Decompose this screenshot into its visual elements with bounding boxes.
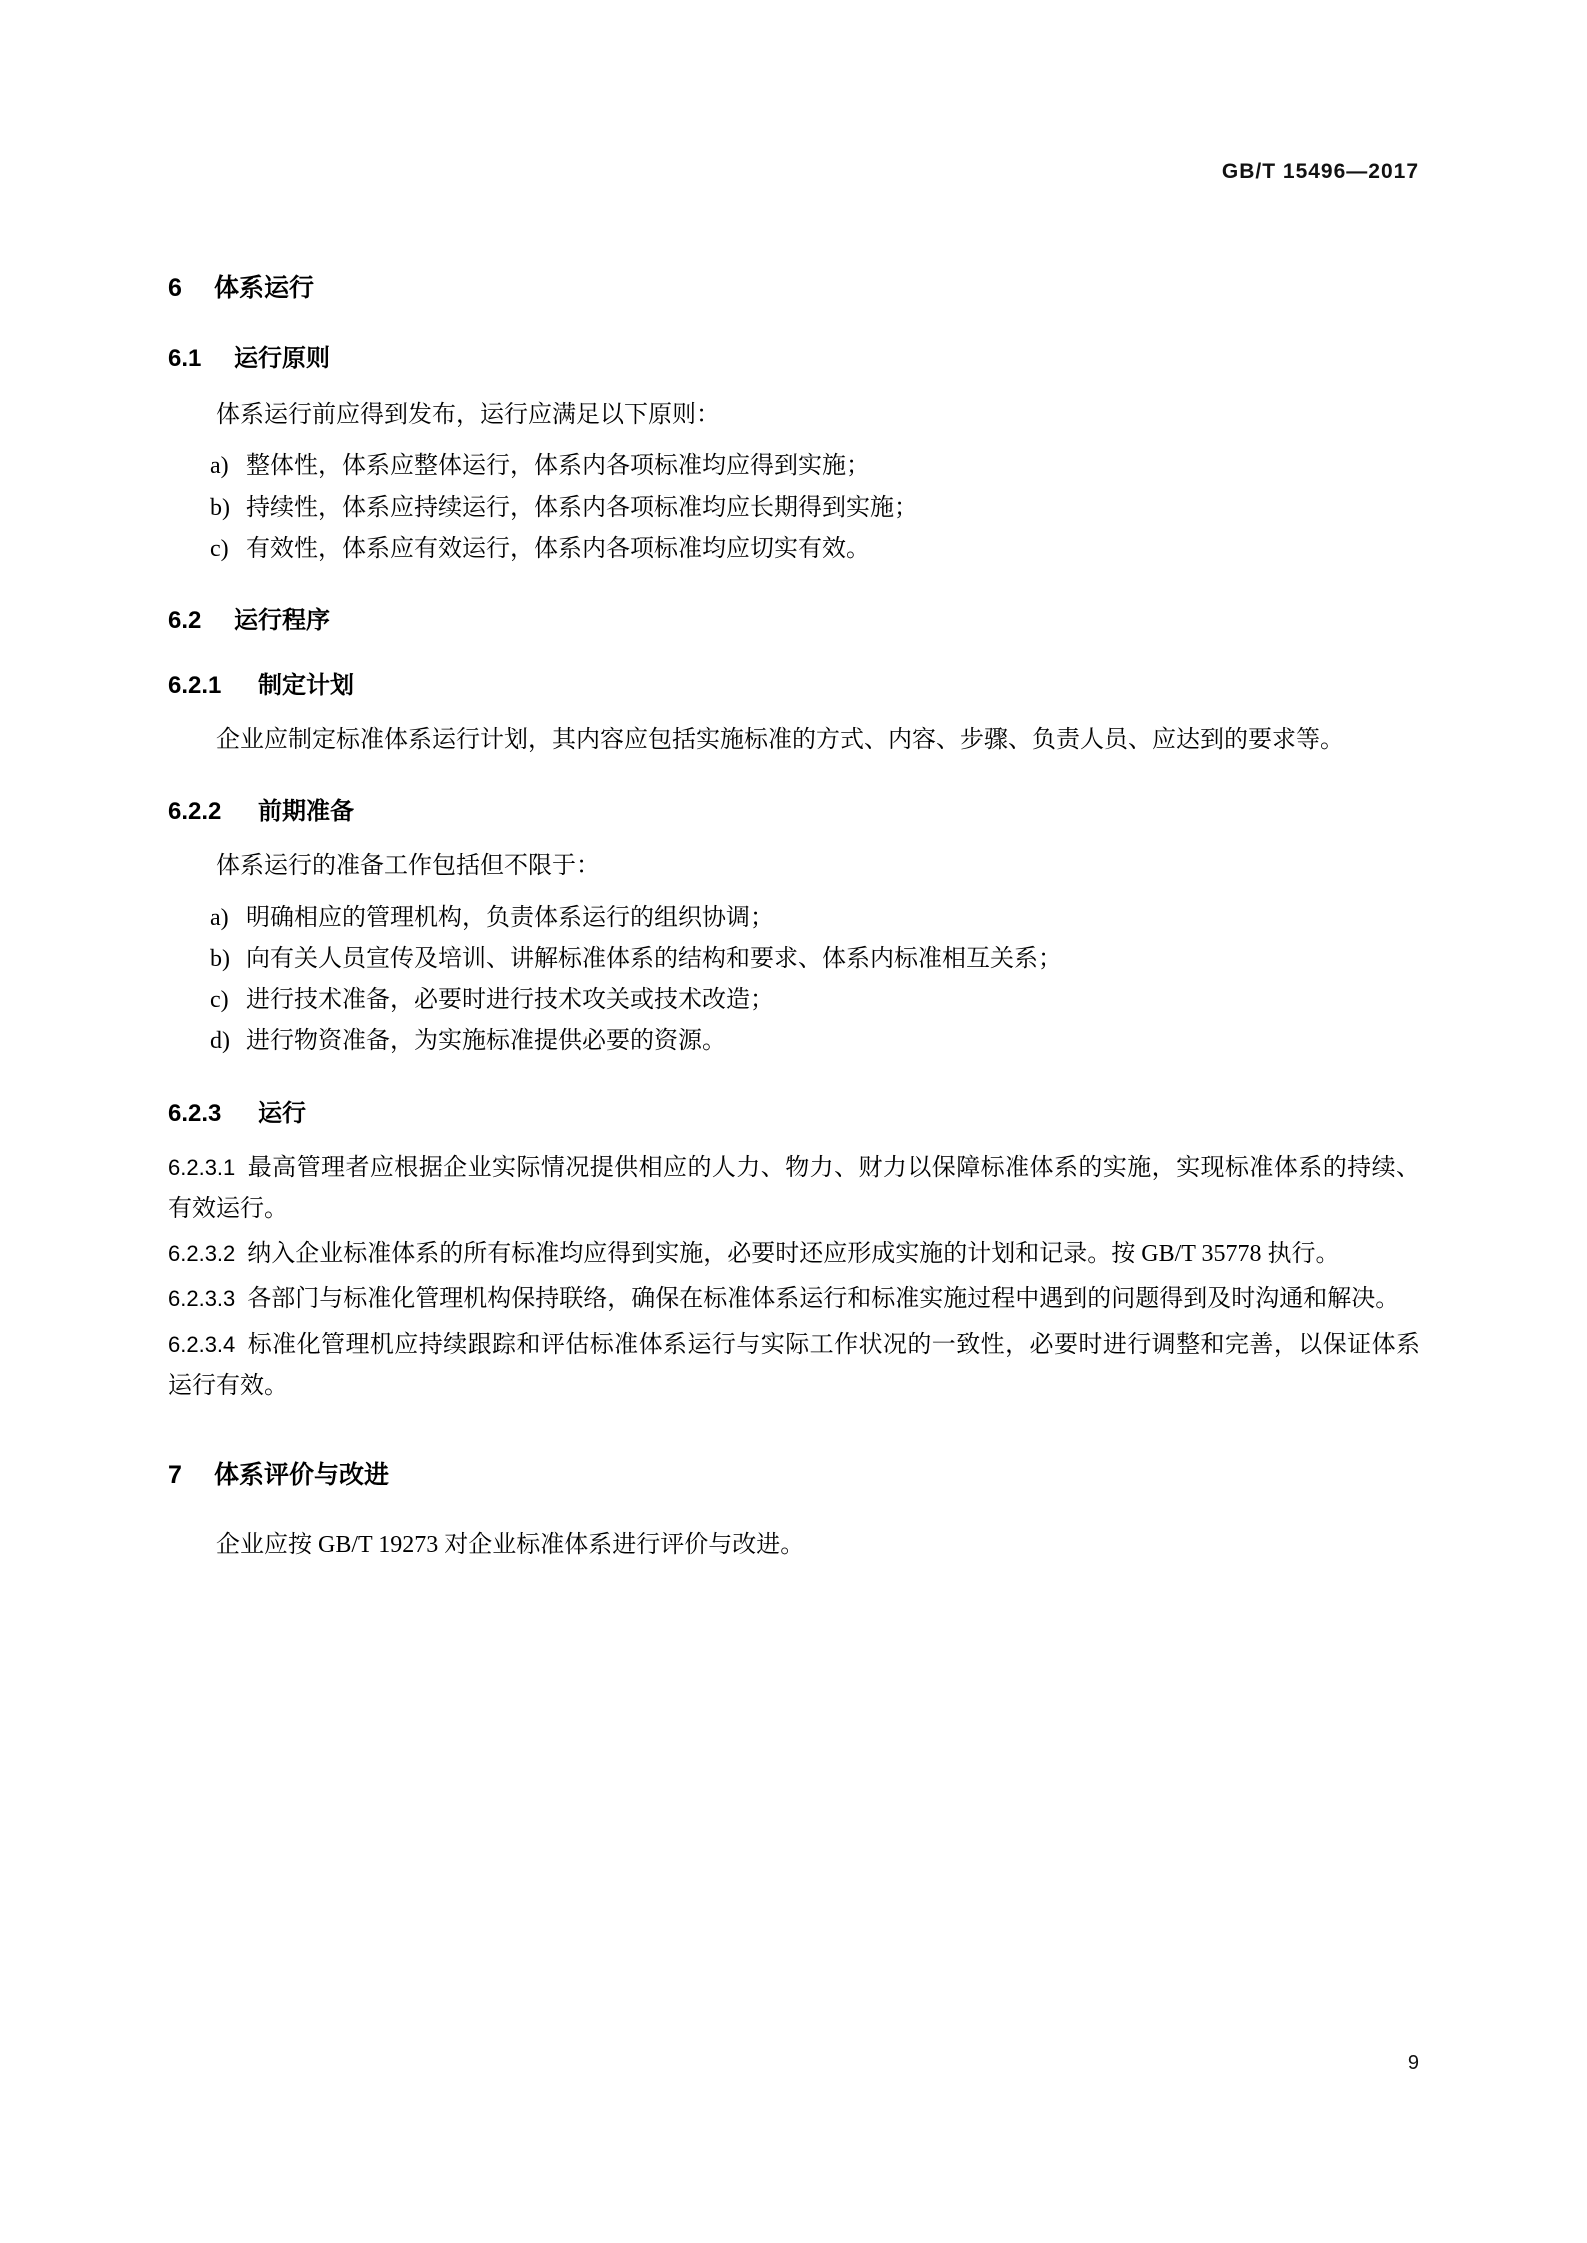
heading-section-6-number: 6 [168,274,182,302]
heading-section-6-1-title: 运行原则 [234,345,330,372]
list-item [168,529,1420,570]
heading-section-6-2-3-title: 运行 [258,1099,306,1127]
list-item [168,939,1420,980]
heading-section-7-number: 7 [168,1461,182,1490]
list-text: 明确相应的管理机构，负责体系运行的组织协调； [246,904,774,931]
list-item [168,446,1420,487]
list-marker: b) [210,945,230,972]
list-item [168,898,1420,939]
clause-number: 6.2.3.1 [168,1154,236,1180]
clause-number: 6.2.3.3 [168,1286,236,1312]
heading-section-6-2-2-title: 前期准备 [258,798,354,826]
section-spacer [168,1411,1420,1455]
clause-6-2-3-2 [168,1234,1420,1275]
paragraph-6-2-2-intro: 体系运行的准备工作包括但不限于： [216,853,600,880]
heading-section-6-title: 体系运行 [214,274,315,302]
heading-section-6-2-3-number: 6.2.3 [168,1099,222,1127]
heading-section-7 [168,1455,1420,1491]
clause-6-2-3-3 [168,1279,1420,1320]
list-6-2-2 [168,898,1420,1063]
list-text: 向有关人员宣传及培训、讲解标准体系的结构和要求、体系内标准相互关系； [246,945,1062,972]
list-marker: c) [210,987,229,1014]
paragraph-6-1-intro: 体系运行前应得到发布，运行应满足以下原则： [216,402,720,428]
heading-section-6-2-2 [168,791,1420,826]
list-marker: a) [210,453,229,480]
heading-section-6-2-number: 6.2 [168,607,202,635]
list-marker: d) [210,1028,230,1055]
list-item [168,980,1420,1021]
heading-section-6-2-2-number: 6.2.2 [168,798,222,826]
clause-text: 标准化管理机应持续跟踪和评估标准体系运行与实际工作状况的一致性，必要时进行调整和完善，以保证体系运行有效。 [168,1331,1420,1399]
list-6-1 [168,446,1420,570]
clause-number: 6.2.3.2 [168,1241,236,1267]
clause-6-2-3-1 [168,1148,1420,1231]
heading-section-6-2-title: 运行程序 [234,607,330,635]
list-text: 整体性，体系应整体运行，体系内各项标准均应得到实施； [246,453,870,480]
list-text: 进行物资准备，为实施标准提供必要的资源。 [246,1028,726,1055]
heading-section-7-title: 体系评价与改进 [214,1461,390,1490]
heading-section-6-2-1 [168,665,1420,700]
clause-number: 6.2.3.4 [168,1331,236,1357]
clause-text: 纳入企业标准体系的所有标准均应得到实施，必要时还应形成实施的计划和记录。按 GB/T 35778 执行。 [247,1241,1340,1268]
document-content [168,268,1420,1577]
heading-section-6 [168,268,1420,304]
heading-section-6-2-1-number: 6.2.1 [168,672,222,700]
clause-text: 各部门与标准化管理机构保持联络，确保在标准体系运行和标准实施过程中遇到的问题得到及时沟通和解决。 [247,1286,1400,1313]
heading-section-6-2-3 [168,1093,1420,1128]
list-marker: a) [210,904,229,931]
page-header-standard-code: GB/T 15496—2017 [1221,160,1419,183]
list-item [168,1021,1420,1062]
clause-text: 最高管理者应根据企业实际情况提供相应的人力、物力、财力以保障标准体系的实施，实现标准体系的持续、有效运行。 [168,1154,1420,1222]
page-number: 9 [1407,2052,1419,2074]
clause-6-2-3-4 [168,1325,1420,1408]
list-text: 进行技术准备，必要时进行技术攻关或技术改造； [246,987,774,1014]
list-text: 持续性，体系应持续运行，体系内各项标准均应长期得到实施； [246,494,918,521]
paragraph-6-2-1: 企业应制定标准体系运行计划，其内容应包括实施标准的方式、内容、步骤、负责人员、应达到的要求等。 [216,727,1344,754]
heading-section-6-2 [168,600,1420,635]
list-marker: b) [210,494,230,521]
list-item [168,488,1420,529]
list-marker: c) [210,535,229,562]
heading-section-6-2-1-title: 制定计划 [258,672,354,700]
heading-section-6-1 [168,338,1420,373]
list-text: 有效性，体系应有效运行，体系内各项标准均应切实有效。 [246,535,870,562]
heading-section-6-1-number: 6.1 [168,345,202,372]
paragraph-7: 企业应按 GB/T 19273 对企业标准体系进行评价与改进。 [216,1532,805,1559]
